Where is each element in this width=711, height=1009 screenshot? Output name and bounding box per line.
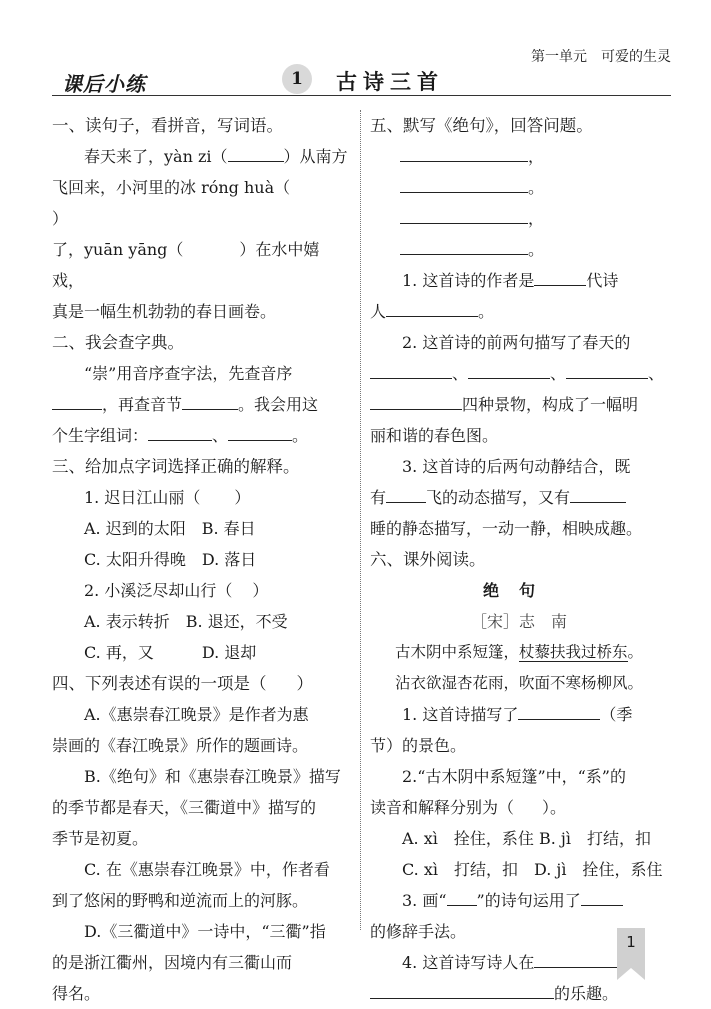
q4-option: 的季节都是春天，《三衢道中》描写的 — [52, 798, 317, 817]
answer-blank[interactable] — [370, 982, 554, 999]
q6-item: 的修辞手法。 — [370, 922, 467, 941]
answer-blank[interactable] — [183, 239, 239, 255]
answer-blank[interactable] — [570, 486, 626, 503]
poem-author: ［宋］志 南 — [470, 612, 567, 631]
q6-item: 1. 这首诗描写了 （季 — [402, 705, 633, 724]
poem-line: 古木阴中系短篷，杖藜扶我过桥东。 — [394, 643, 644, 661]
q5-item: 人 。 — [370, 302, 495, 321]
q5-item: 、 、 、 — [370, 358, 668, 389]
q5-dictation-line: ，。 — [370, 203, 668, 265]
q5-item: 四种景物，构成了一幅明 — [370, 389, 668, 420]
answer-blank[interactable] — [400, 176, 528, 193]
q1-line: 飞回来，小河里的冰 róng huà（） — [52, 172, 350, 234]
q4-option: 得名。 — [52, 984, 101, 1003]
answer-blank[interactable] — [400, 145, 528, 162]
q4-option: D.《三衢道中》一诗中，“三衢”指 — [84, 922, 326, 941]
q6-option: C. xì 打结，扣 D. jì 拴住，系住 — [402, 860, 663, 879]
q1-title: 一、读句子，看拼音，写词语。 — [52, 116, 283, 135]
header-rule — [52, 95, 671, 96]
q5-item: 2. 这首诗的前两句描写了春天的 — [402, 333, 631, 352]
q6-item: 2.“古木阴中系短篷”中，“系”的 — [402, 767, 626, 786]
answer-blank[interactable] — [386, 300, 478, 317]
answer-blank[interactable] — [182, 393, 238, 410]
answer-blank[interactable] — [468, 362, 550, 379]
answer-blank[interactable] — [228, 145, 284, 162]
answer-blank[interactable] — [400, 238, 528, 255]
q4-option: 季节是初夏。 — [52, 829, 149, 848]
q4-option: B.《绝句》和《惠崇春江晚景》描写 — [84, 767, 341, 786]
q3-item: 1. 迟日江山丽（ ） — [84, 488, 251, 507]
answer-blank[interactable] — [228, 424, 292, 441]
q2-line: “崇”用音序查字法，先查音序 — [84, 364, 293, 383]
answer-blank[interactable] — [386, 486, 426, 503]
answer-blank[interactable] — [370, 393, 462, 410]
q2-title: 二、我会查字典。 — [52, 333, 184, 352]
q4-title: 四、下列表述有误的一项是（ ） — [52, 674, 313, 693]
q6-option: A. xì 拴住，系住 B. jì 打结，扣 — [402, 829, 651, 848]
q1-line: 了，yuān yāng（ ）在水中嬉戏， — [52, 240, 320, 290]
column-divider — [360, 110, 361, 930]
left-column — [52, 110, 350, 1009]
page-number: 1 — [617, 928, 645, 968]
q6-item: 的乐趣。 — [370, 978, 668, 1009]
answer-blank[interactable] — [581, 889, 623, 906]
q4-option: C. 在《惠崇春江晚景》中，作者看 — [84, 860, 330, 879]
right-column — [370, 110, 668, 1009]
q2-line: 个生字组词： 、 。 — [52, 426, 309, 445]
q5-title: 五、默写《绝句》，回答问题。 — [370, 116, 593, 135]
lesson-number-badge: 1 — [282, 64, 312, 94]
q3-option: A. 表示转折 B. 退还，不受 — [84, 612, 288, 631]
q6-item: 节）的景色。 — [370, 736, 467, 755]
q4-option: 到了悠闲的野鸭和逆流而上的河豚。 — [52, 891, 309, 910]
answer-blank[interactable] — [370, 362, 452, 379]
q2-line: ，再查音节 。我会用这 — [52, 389, 350, 420]
poem-line: 沾衣欲湿杏花雨，吹面不寒杨柳风。 — [394, 674, 643, 692]
q5-item: 3. 这首诗的后两句动静结合，既 — [402, 457, 631, 476]
q1-line: 春天来了，yàn zi（ ）从南方 — [84, 147, 348, 166]
answer-blank[interactable] — [400, 207, 528, 224]
q3-option: C. 再，又 D. 退却 — [84, 643, 257, 662]
answer-blank[interactable] — [534, 269, 586, 286]
unit-label: 第一单元 可爱的生灵 — [531, 49, 671, 65]
q4-option: A.《惠崇春江晚景》是作者为惠 — [84, 705, 309, 724]
q5-item: 睡的静态描写，一动一静，相映成趣。 — [370, 519, 643, 538]
answer-blank[interactable] — [447, 889, 477, 906]
q3-title: 三、给加点字词选择正确的解释。 — [52, 457, 300, 476]
q3-option: C. 太阳升得晚 D. 落日 — [84, 550, 257, 569]
q5-item: 1. 这首诗的作者是 代诗 — [402, 271, 619, 290]
q4-option: 的是浙江衢州，因境内有三衢山而 — [52, 953, 293, 972]
answer-blank[interactable] — [290, 177, 344, 193]
q1-line: 真是一幅生机勃勃的春日画卷。 — [52, 302, 277, 321]
answer-blank[interactable] — [566, 362, 648, 379]
q5-item: 有 飞的动态描写，又有 — [370, 482, 668, 513]
answer-blank[interactable] — [518, 703, 600, 720]
answer-blank[interactable] — [148, 424, 212, 441]
q5-item: 丽和谐的春色图。 — [370, 426, 499, 445]
q6-item: 3. 画“ ”的诗句运用了 — [370, 885, 668, 916]
poem-title: 绝句 — [482, 581, 555, 600]
q5-dictation-line: ，。 — [370, 141, 668, 203]
lesson-title: 古诗三首 — [336, 69, 444, 94]
q6-title: 六、课外阅读。 — [370, 550, 486, 569]
q6-item: 4. 这首诗写诗人在 — [370, 947, 668, 978]
q4-option: 崇画的《春江晚景》所作的题画诗。 — [52, 736, 309, 755]
q3-item: 2. 小溪泛尽却山行（ ） — [84, 581, 269, 600]
answer-blank[interactable] — [52, 393, 102, 410]
q3-option: A. 迟到的太阳 B. 春日 — [84, 519, 256, 538]
q6-item: 读音和解释分别为（ ）。 — [370, 798, 567, 817]
section-title: 课后小练 — [62, 72, 146, 96]
